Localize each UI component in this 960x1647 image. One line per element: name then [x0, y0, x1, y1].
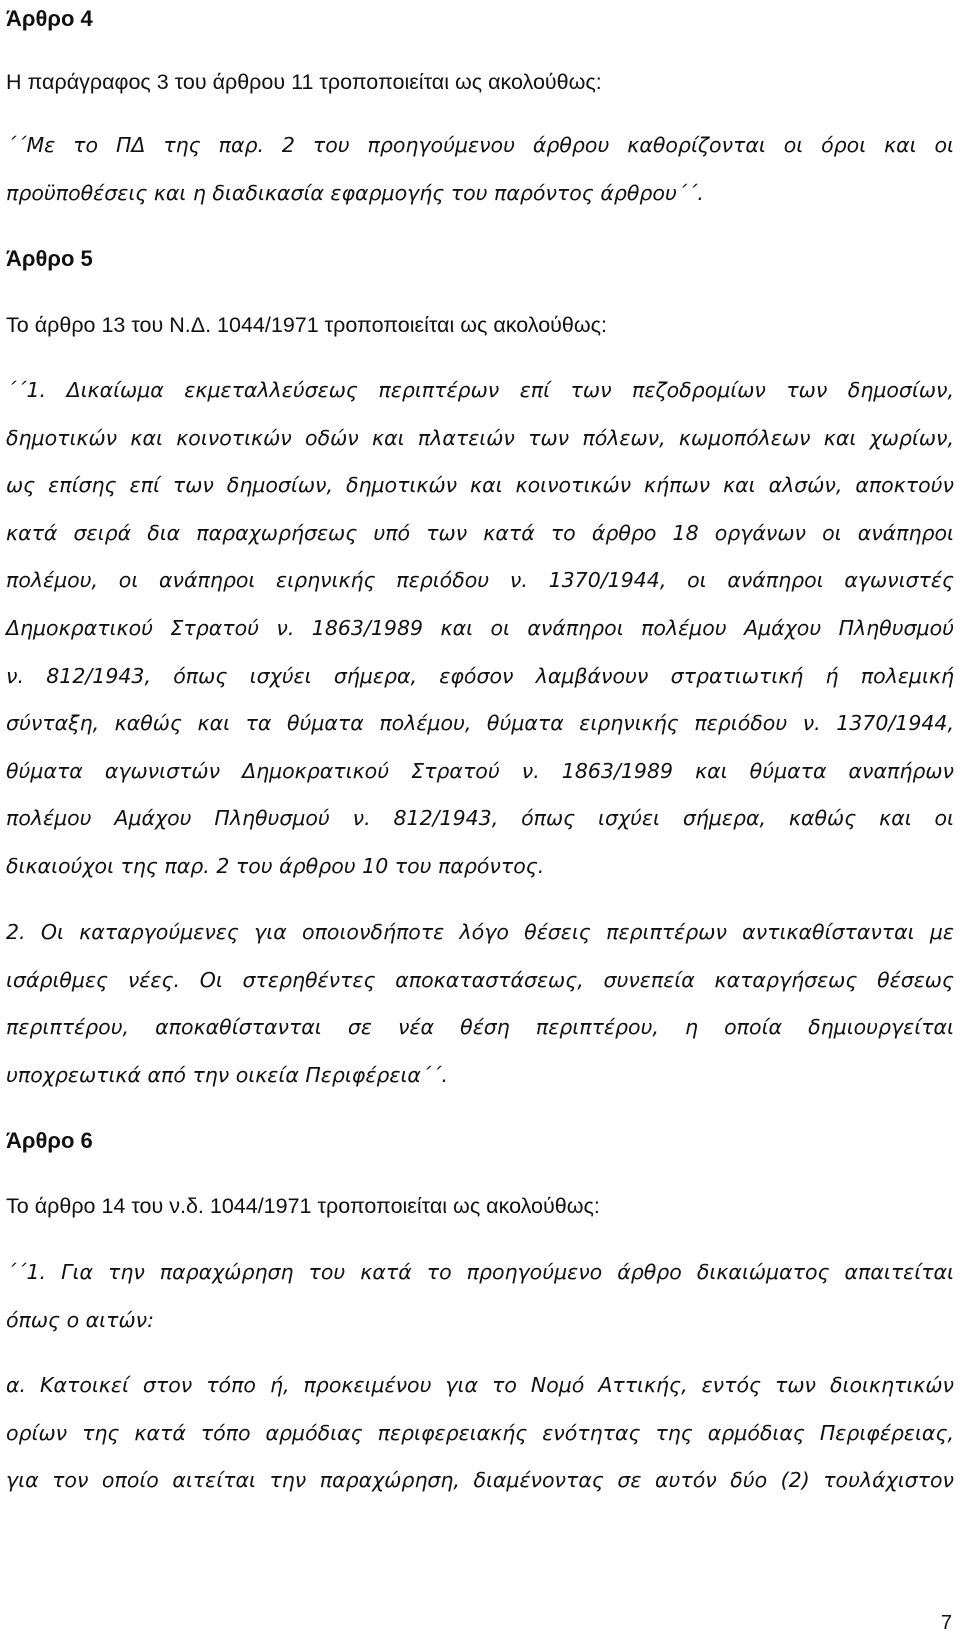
text-line: ΄΄Με το ΠΔ της παρ. 2 του προηγούμενου άρθρου καθορίζονται οι όροι και οι — [6, 133, 954, 157]
text-line: ΄΄1. Δικαίωμα εκμεταλλεύσεως περιπτέρων επί των πεζοδρομίων των δημοσίων, — [6, 378, 954, 402]
text-line: κατά σειρά δια παραχωρήσεως υπό των κατά το άρθρο 18 οργάνων οι ανάπηροι — [6, 521, 954, 545]
text-line: θύματα αγωνιστών Δημοκρατικού Στρατού ν. 1863/1989 και θύματα αναπήρων — [6, 759, 954, 783]
text-line: ορίων της κατά τόπο αρμόδιας περιφερειακής ενότητας της αρμόδιας Περιφέρειας, — [6, 1421, 954, 1445]
text-line: περιπτέρου, αποκαθίστανται σε νέα θέση περιπτέρου, η οποία δημιουργείται — [6, 1015, 954, 1039]
article-heading: Άρθρο 4 — [6, 6, 93, 31]
text-line: 2. Οι καταργούμενες για οποιονδήποτε λόγο θέσεις περιπτέρων αντικαθίστανται με — [6, 920, 954, 944]
text-line: Το άρθρο 13 του Ν.Δ. 1044/1971 τροποποιείται ως ακολούθως: — [6, 313, 608, 337]
text-line: Δημοκρατικού Στρατού ν. 1863/1989 και οι ανάπηροι πολέμου Αμάχου Πληθυσμού — [6, 616, 954, 640]
text-line: ως επίσης επί των δημοσίων, δημοτικών και κοινοτικών κήπων και αλσών, αποκτούν — [6, 473, 954, 497]
page-number: 7 — [940, 1612, 952, 1634]
article-heading: Άρθρο 6 — [6, 1128, 93, 1153]
text-line: Το άρθρο 14 του ν.δ. 1044/1971 τροποποιείται ως ακολούθως: — [6, 1194, 600, 1218]
text-line: προϋποθέσεις και η διαδικασία εφαρμογής του παρόντος άρθρου΄΄. — [6, 181, 704, 205]
text-line: υποχρεωτικά από την οικεία Περιφέρεια΄΄. — [6, 1063, 448, 1087]
article-heading: Άρθρο 5 — [6, 246, 93, 271]
text-line: για τον οποίο αιτείται την παραχώρηση, διαμένοντας σε αυτόν δύο (2) τουλάχιστον — [6, 1468, 954, 1492]
text-line: ν. 812/1943, όπως ισχύει σήμερα, εφόσον λαμβάνουν στρατιωτική ή πολεμική — [6, 664, 954, 688]
text-line: Η παράγραφος 3 του άρθρου 11 τροποποιείται ως ακολούθως: — [6, 70, 602, 94]
text-line: δικαιούχοι της παρ. 2 του άρθρου 10 του παρόντος. — [6, 854, 545, 878]
text-line: όπως ο αιτών: — [6, 1308, 154, 1332]
text-line: ισάριθμες νέες. Οι στερηθέντες αποκαταστάσεως, συνεπεία καταργήσεως θέσεως — [6, 968, 954, 992]
text-line: α. Κατοικεί στον τόπο ή, προκειμένου για το Νομό Αττικής, εντός των διοικητικών — [6, 1373, 954, 1397]
text-line: σύνταξη, καθώς και τα θύματα πολέμου, θύματα ειρηνικής περιόδου ν. 1370/1944, — [6, 711, 954, 735]
text-line: πολέμου Αμάχου Πληθυσμού ν. 812/1943, όπως ισχύει σήμερα, καθώς και οι — [6, 806, 954, 830]
text-line: πολέμου, οι ανάπηροι ειρηνικής περιόδου ν. 1370/1944, οι ανάπηροι αγωνιστές — [6, 568, 954, 592]
text-line: ΄΄1. Για την παραχώρηση του κατά το προηγούμενο άρθρο δικαιώματος απαιτείται — [6, 1260, 954, 1284]
text-line: δημοτικών και κοινοτικών οδών και πλατειών των πόλεων, κωμοπόλεων και χωρίων, — [6, 426, 954, 450]
